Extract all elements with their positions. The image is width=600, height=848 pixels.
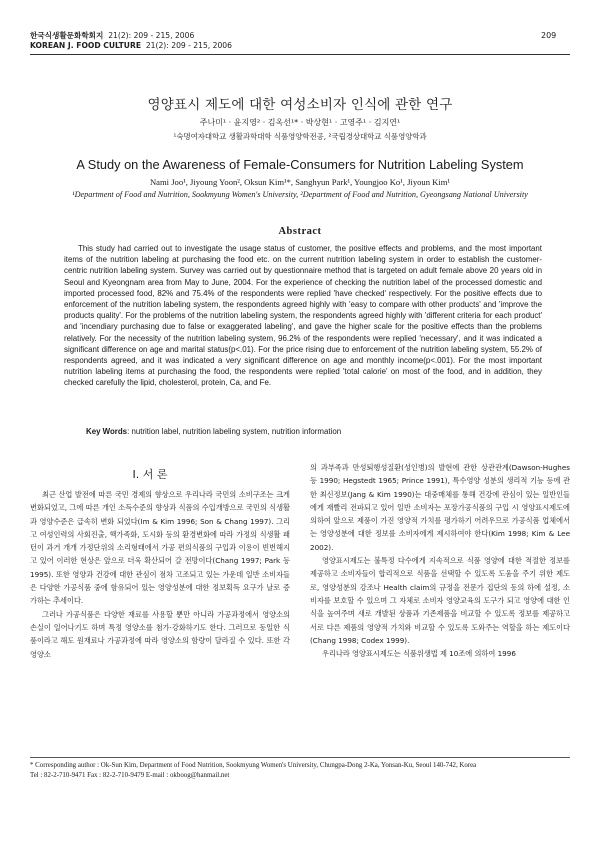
keywords	[86, 427, 546, 436]
english-authors: Nami Joo¹, Jiyoung Yoon², Oksun Kim¹*, Sanghyun Park¹, Youngjoo Ko¹, Jiyoun Kim¹	[149, 177, 451, 187]
journal-name-korean: 한국식생활문화학회지	[30, 31, 104, 40]
journal-citation-english: 21(2): 209 - 215, 2006	[145, 41, 232, 50]
journal-citation-korean: 21(2): 209 - 215, 2006	[108, 31, 195, 40]
journal-header-korean	[30, 31, 194, 41]
contact-info: Tel : 82-2-710-9471 Fax : 82-2-710-9479 E-mail : okboog@hanmail.net	[30, 771, 230, 779]
header-rule	[30, 54, 570, 55]
english-affiliations: ¹Department of Food and Nutrition, Sookmyung Women's University, ²Department of Food and Nutrition, Gyeongsang National University	[72, 190, 528, 199]
journal-header-english	[30, 41, 232, 51]
abstract-body: This study had carried out to investigate the usage status of customer, the positive effects and problems, and the most important items of the nutrition labeling at purchasing the food etc. on the current nutrition labeling system in order to establish the customer-centric nutrition labeling system. Survey was carried out by questionnaire method that is targeted on adult female above 20 years old in Seoul and Kyeongnam area from May to June, 2004. For the experience of checking the nutrition label of the processed domestic and imported processed food, 82% and 75.4% of the respondents were replied 'have checked' respectively. For the positive effects due to enforcement of the nutrition labeling system, the respondents agreed highly with 'easy to compare with other products' and 'improve the products quality'. For the problems of the nutrition labeling system, the respondents agreed highly with 'different criteria for each product' and 'incendiary purchasing due to false or exaggerated labeling', and gave the higher scale for the positive effects than the problems relatively. For the necessity of the nutrition labeling system, 96.2% of the respondents were replied 'necessary', and it was indicated a significant difference on age and marital status(p<.01). For the price rising due to enforcement of the nutrition labeling system, 55.2% of respondents agreed, and it was indicated a very significant difference on age and monthly income(p<.001). For the most important nutrition labeling items at purchasing the food, the respondents were replied 'total calorie' on most of the food, and in addition, they checked carefully the lipid, cholesterol, protein, Ca, and Fe.	[64, 244, 542, 388]
page-number: 209	[541, 31, 557, 40]
english-title: A Study on the Awareness of Female-Consumers for Nutrition Labeling System	[76, 157, 524, 172]
keywords-list: : nutrition label, nutrition labeling system, nutrition information	[127, 427, 342, 436]
abstract-heading: Abstract	[278, 226, 322, 237]
section-heading: I. 서 론	[132, 468, 168, 481]
corresponding-author: * Corresponding author : Ok-Sun Kim, Department of Food Nutrition, Sookmyung Women's University, Chungpa-Dong 2-Ka, Yonsan-Ku, Seoul 140-742, Korea	[30, 762, 477, 769]
paragraph: 우리나라 영양표시제도는 식품위생법 제 10조에 의하여 1996	[322, 649, 516, 659]
paragraph: 영양표시제도는 불특정 다수에게 지속적으로 식품 영양에 대한 적절한 정보를 제공하고 소비자들이 합리적으로 식품을 선택할 수 있도록 도움을 주기 위한 제도로, 영양성분의 강조나 Health claim의 규정을 전문가 집단의 동의 하에 설정, 소비자를 보호할 수 있으며 그 자체로 소비자 영양교육의 도구가 되고 영양에 대한 인식을 높여주며 새로 개발된 상품과 기존제품을 비교할 수 있도록 정보를 제공하고 서로 다른 제품의 영양적 가치와 비교할 수 있도록 도와주는 역할을 하는 제도이다(Chang 1998; Codex 1999).	[310, 556, 570, 645]
footnote-rule	[30, 757, 570, 758]
paragraph: 그러나 가공식품은 다양한 재료를 사용할 뿐만 아니라 가공과정에서 영양소의 손실이 일어나기도 하며 특정 영양소를 첨가·강화하기도 한다. 그러므로 동일한 식품이라고 해도 원재료나 가공과정에 따라 영양소의 함량이 달라질 수 있다. 또한 각 영양소	[30, 609, 290, 659]
keywords-label: Key Words	[86, 427, 128, 436]
journal-name-english: KOREAN J. FOOD CULTURE	[30, 41, 142, 50]
paragraph: 최근 산업 발전에 따른 국민 경제의 향상으로 우리나라 국민의 소비구조는 크게 변화되었고, 그에 따른 개인 소득수준의 향상과 식품의 수입개방으로 국민의 식생활과 영양수준은 급속히 변화 되었다(Im & Kim 1996; Son & Chang 1997). 그리고 여성인력의 사회진출, 핵가족화, 도시화 등의 환경변화에 따라 가정의 식생활 패턴이 과거 개개 가정단위의 소리형태에서 가공 편의식품의 구입과 이용이 빈번해지고 있어 이러한 현상은 앞으로 더욱 확산되어 갈 전망이다(Chang 1997; Park 등 1995). 또한 영양과 건강에 대한 관심이 점차 고조되고 있는 가운데 일반 소비자들은 다양한 가공식품 중에 함유되어 있는 영양성분에 대한 정보획득 요구가 날로 증가하는 추세이다.	[30, 490, 290, 606]
korean-affiliations: ¹숙명여자대학교 생활과학대학 식품영양학전공, ²국립경상대학교 식품영양학과	[173, 132, 427, 141]
paragraph: 의 과부족과 만성퇴행성질환(성인병)의 발현에 관한 상관관계(Dawson-Hughes 등 1990; Hegstedt 1965; Prince 1991), 특수영양 성분의 생리적 기능 등에 관한 최신정보(Jang & Kim 1990)는 대중매체를 통해 건강에 관심이 있는 일반인들에게 재빨리 전파되고 있어 일반 소비자는 포장가공식품의 구입 시 영양표시제도에 의하여 앞으로 제품이 가진 영양적 가치를 평가하기 어려우므로 가공식품 업체에서는 영양성분에 대한 정보를 소비자에게 제시하여야 한다(Kim 1998; Kim & Lee 2002).	[310, 463, 570, 552]
footnote	[30, 761, 570, 780]
left-column	[30, 488, 290, 661]
korean-authors: 주나미¹ · 윤지영² · 김옥선¹* · 박상현¹ · 고영주¹ · 김지연¹	[199, 118, 401, 127]
right-column	[310, 461, 570, 660]
korean-title: 영양표시 제도에 대한 여성소비자 인식에 관한 연구	[147, 97, 453, 113]
